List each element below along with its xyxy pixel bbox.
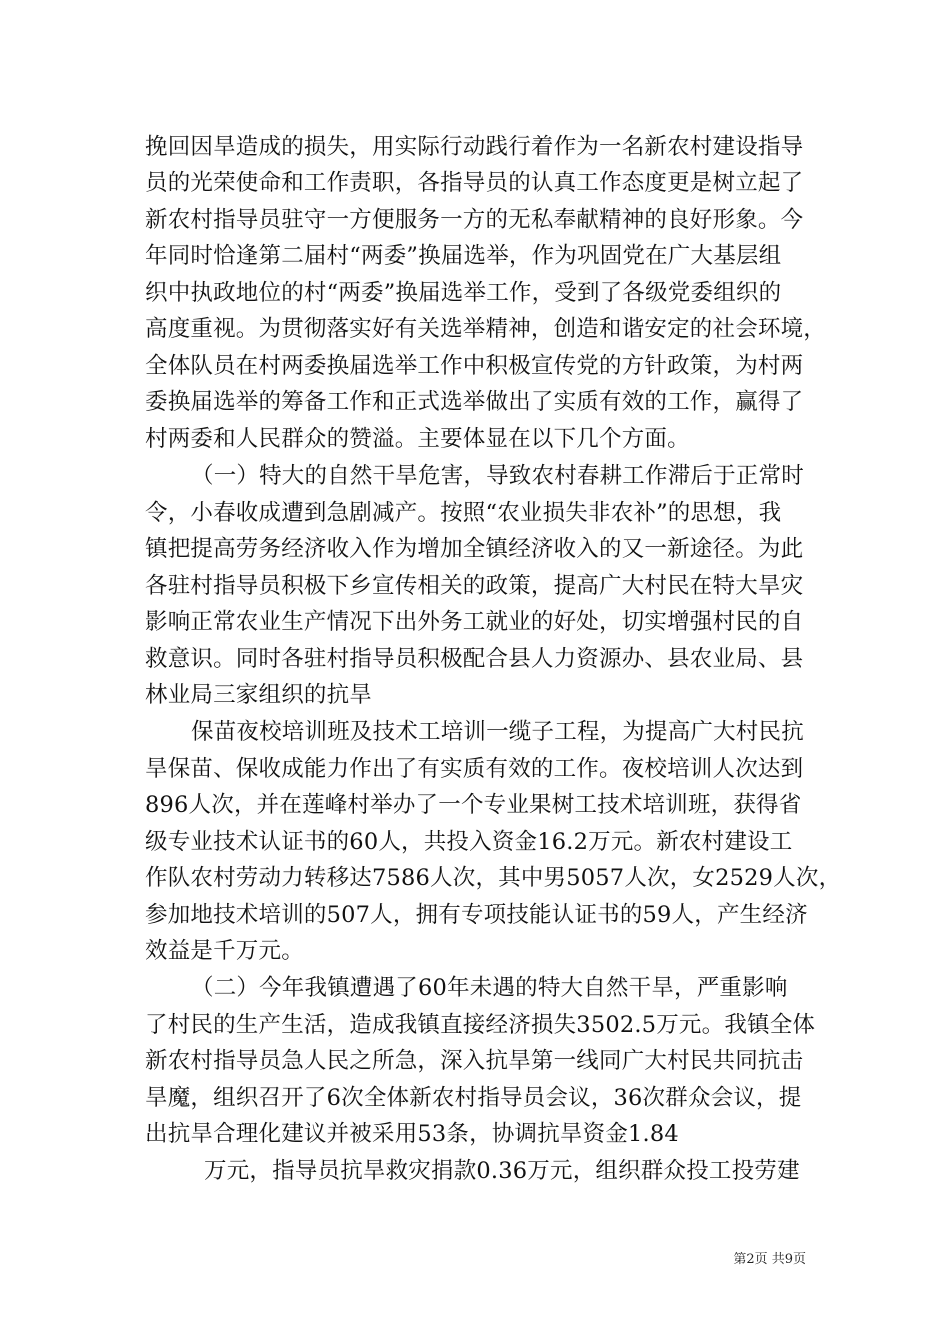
paragraph-start-line: 保苗夜校培训班及技术工培训一缆子工程，为提高广大村民抗	[191, 719, 804, 745]
text-line: 新农村指导员急人民之所急，深入抗旱第一线同广大村民共同抗击	[145, 1048, 804, 1074]
text-line: 高度重视。为贯彻落实好有关选举精神，创造和谐安定的社会环境，	[145, 316, 827, 342]
section-1-heading-line: （一）特大的自然干旱危害，导致农村春耕工作滞后于正常时	[191, 463, 804, 489]
text-line: 出抗旱合理化建议并被采用53条，协调抗旱资金1.84	[145, 1121, 679, 1147]
text-line: 林业局三家组织的抗旱	[145, 682, 373, 708]
page-number: 第2页 共9页	[733, 1252, 806, 1267]
text-line: 各驻村指导员积极下乡宣传相关的政策，提高广大村民在特大旱灾	[145, 573, 804, 599]
paragraph-start-line: 万元，指导员抗旱救灾捐款0.36万元，组织群众投工投劳建	[204, 1158, 800, 1184]
text-line: 年同时恰逢第二届村“两委”换届选举，作为巩固党在广大基层组	[145, 243, 782, 269]
text-line: 镇把提高劳务经济收入作为增加全镇经济收入的又一新途径。为此	[145, 536, 804, 562]
text-line: 896人次，并在莲峰村举办了一个专业果树工技术培训班，获得省	[145, 792, 802, 818]
text-line: 员的光荣使命和工作责职，各指导员的认真工作态度更是树立起了	[145, 170, 804, 196]
text-line: 救意识。同时各驻村指导员积极配合县人力资源办、县农业局、县	[145, 646, 804, 672]
text-line: 令，小春收成遭到急剧减产。按照“农业损失非农补”的思想，我	[145, 500, 782, 526]
text-line: 作队农村劳动力转移达7586人次，其中男5057人次，女2529人次，	[145, 865, 842, 891]
text-line: 效益是千万元。	[145, 938, 304, 964]
text-line: 旱魔，组织召开了6次全体新农村指导员会议，36次群众会议，提	[145, 1085, 802, 1111]
text-line: 参加地技术培训的507人，拥有专项技能认证书的59人，产生经济	[145, 902, 808, 928]
text-line: 村两委和人民群众的赞溢。主要体显在以下几个方面。	[145, 426, 690, 452]
text-line: 委换届选举的筹备工作和正式选举做出了实质有效的工作，赢得了	[145, 389, 804, 415]
text-line: 挽回因旱造成的损失，用实际行动践行着作为一名新农村建设指导	[145, 134, 804, 160]
text-line: 织中执政地位的村“两委”换届选举工作，受到了各级党委组织的	[145, 280, 782, 306]
section-2-heading-line: （二）今年我镇遭遇了60年未遇的特大自然干旱，严重影响	[191, 975, 788, 1001]
text-line: 旱保苗、保收成能力作出了有实质有效的工作。夜校培训人次达到	[145, 756, 804, 782]
text-line: 了村民的生产生活，造成我镇直接经济损失3502.5万元。我镇全体	[145, 1012, 816, 1038]
text-line: 新农村指导员驻守一方便服务一方的无私奉献精神的良好形象。今	[145, 207, 804, 233]
text-line: 全体队员在村两委换届选举工作中积极宣传党的方针政策，为村两	[145, 353, 804, 379]
text-line: 影响正常农业生产情况下出外务工就业的好处，切实增强村民的自	[145, 609, 804, 635]
text-line: 级专业技术认证书的60人，共投入资金16.2万元。新农村建设工	[145, 829, 793, 855]
